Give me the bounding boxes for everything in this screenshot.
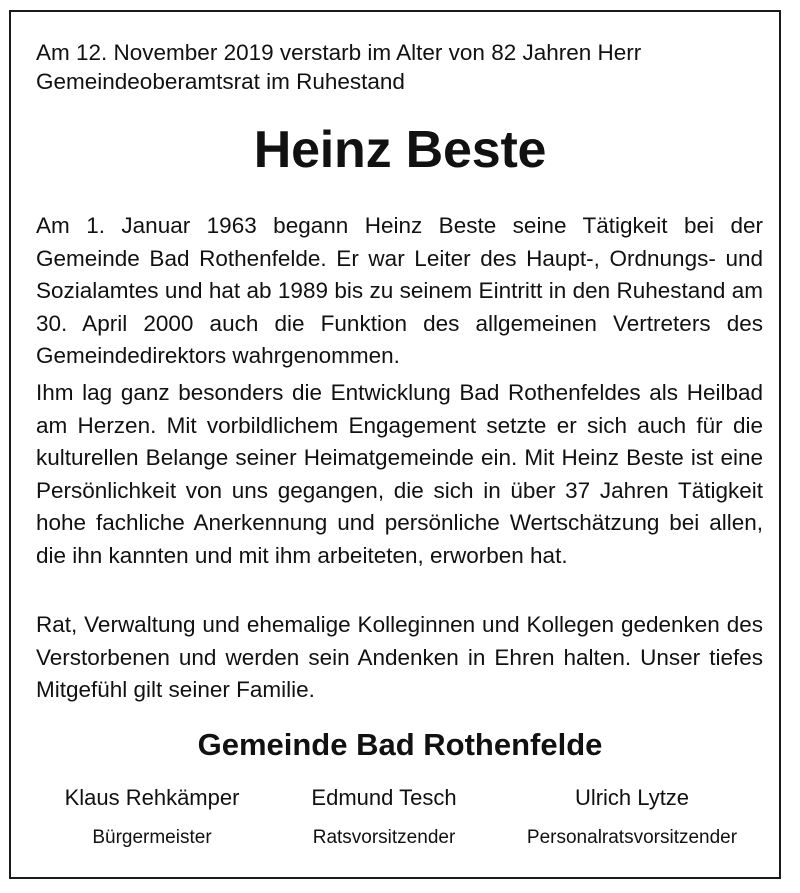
paragraph-condolence: Rat, Verwaltung und ehemalige Kolleginnen und Kollegen gedenken des Verstorbenen und werden sein Andenken in Ehren halten. Unser tiefes Mitgefühl gilt seiner Familie.	[36, 612, 763, 702]
intro-text	[36, 38, 766, 96]
paragraph-tribute: Ihm lag ganz besonders die Entwicklung Bad Rothenfeldes als Heilbad am Herzen. Mit vorbildlichem Engagement setzte er sich auch für die kulturellen Belange seiner Heimatgemeinde ein. Mit Heinz Beste ist eine Persönlichkeit von uns gegangen, die sich in über 37 Jahren Tätigkeit hohe fachliche Anerkennung und persönliche Wertschätzung bei allen, die ihn kannten und mit ihm arbeiteten, erworben hat.	[36, 380, 763, 568]
intro-line-1: Am 12. November 2019 verstarb im Alter von 82 Jahren Herr	[36, 40, 642, 65]
paragraph-career: Am 1. Januar 1963 begann Heinz Beste seine Tätigkeit bei der Gemeinde Bad Rothenfelde. Er war Leiter des Haupt-, Ordnungs- und Sozialamtes und hat ab 1989 bis zu seinem Eintritt in den Ruhestand am 30. April 2000 auch die Funktion des allgemeinen Vertreters des Gemeindedirektors wahrgenommen.	[36, 213, 763, 368]
signatory	[254, 784, 514, 851]
signatory-name: Ulrich Lytze	[574, 785, 690, 810]
signatory-role: Ratsvorsitzender	[312, 827, 456, 848]
signatory-name: Klaus Rehkämper	[64, 785, 240, 810]
organization-name: Gemeinde Bad Rothenfelde	[197, 727, 603, 762]
signatory-role: Bürgermeister	[92, 827, 212, 848]
intro-line-2: Gemeindeoberamtsrat im Ruhestand	[36, 69, 405, 94]
deceased-name: Heinz Beste	[253, 121, 547, 179]
signatory-role: Personalratsvorsitzender	[526, 827, 738, 848]
signatory	[22, 784, 282, 851]
signatory	[502, 784, 762, 851]
signatory-name: Edmund Tesch	[311, 785, 457, 810]
